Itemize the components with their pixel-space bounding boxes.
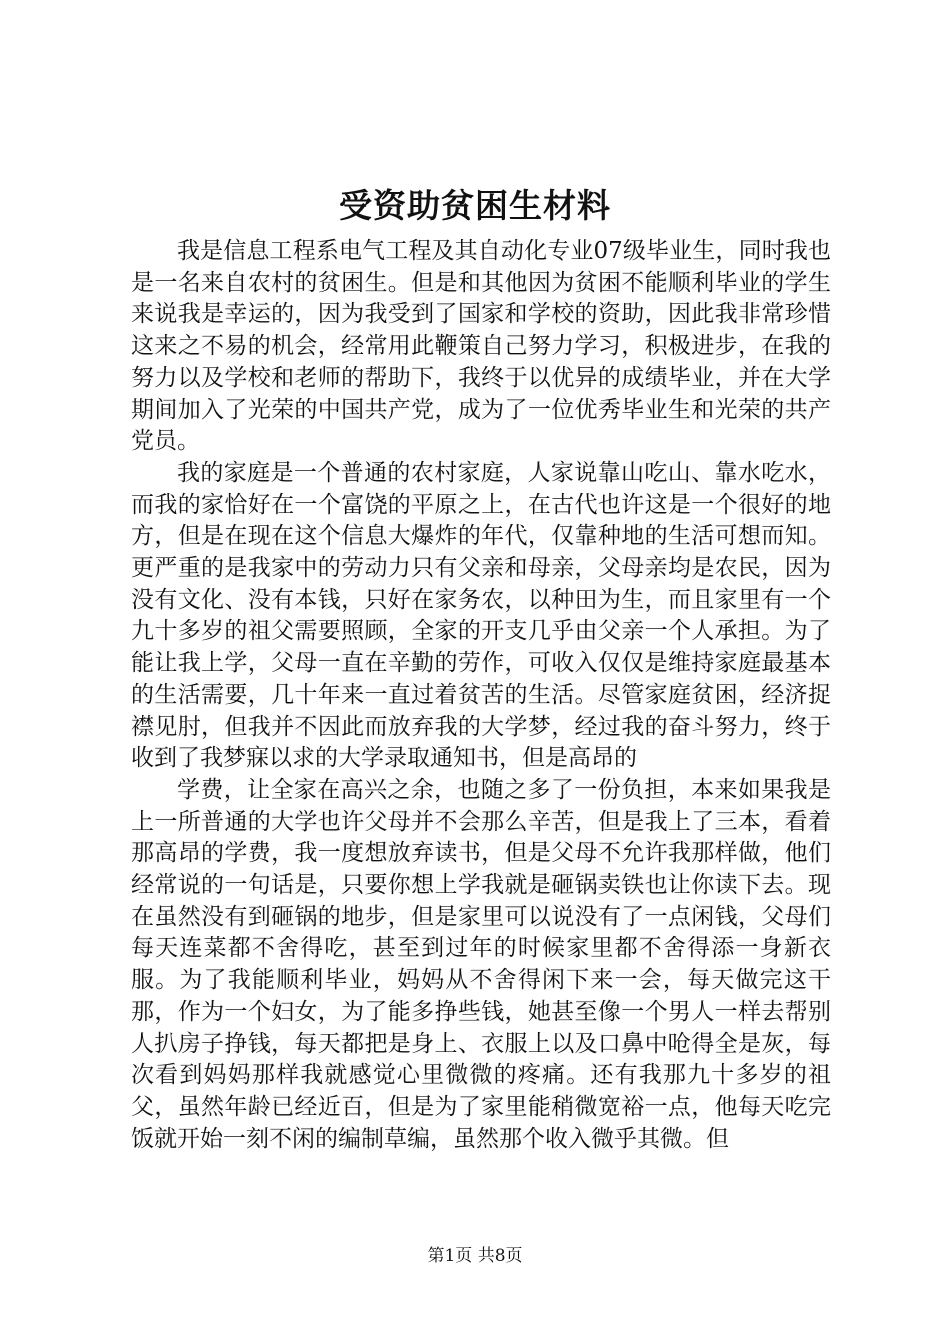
page-number-footer: 第1页 共8页 bbox=[427, 1246, 523, 1266]
paragraph-1: 我是信息工程系电气工程及其自动化专业07级毕业生，同时我也是一名来自农村的贫困生。但是和其他因为贫困不能顺利毕业的学生来说我是幸运的，因为我受到了国家和学校的资助，因此我非常珍惜这来之不易的机会，经常用此鞭策自己努力学习，积极进步，在我的努力以及学校和老师的帮助下，我终于以优异的成绩毕业，并在大学期间加入了光荣的中国共产党，成为了一位优秀毕业生和光荣的共产党员。 bbox=[131, 238, 831, 455]
document-title: 受资助贫困生材料 bbox=[339, 186, 611, 225]
document-body bbox=[131, 236, 831, 1155]
paragraph-3: 学费，让全家在高兴之余，也随之多了一份负担，本来如果我是上一所普通的大学也许父母并不会那么辛苦，但是我上了三本，看着那高昂的学费，我一度想放弃读书，但是父母不允许我那样做，他们经常说的一句话是，只要你想上学我就是砸锅卖铁也让你读下去。现在虽然没有到砸锅的地步，但是家里可以说没有了一点闲钱，父母们每天连菜都不舍得吃，甚至到过年的时候家里都不舍得添一身新衣服。为了我能顺利毕业，妈妈从不舍得闲下来一会，每天做完这干那，作为一个妇女，为了能多挣些钱，她甚至像一个男人一样去帮别人扒房子挣钱，每天都把是身上、衣服上以及口鼻中呛得全是灰，每次看到妈妈那样我就感觉心里微微的疼痛。还有我那九十多岁的祖父，虽然年龄已经近百，但是为了家里能稍微宽裕一点，他每天吃完饭就开始一刻不闲的编制草编，虽然那个收入微乎其微。但 bbox=[131, 776, 831, 1152]
paragraph-2: 我的家庭是一个普通的农村家庭，人家说靠山吃山、靠水吃水，而我的家恰好在一个富饶的平原之上，在古代也许这是一个很好的地方，但是在现在这个信息大爆炸的年代，仅靠种地的生活可想而知。更严重的是我家中的劳动力只有父亲和母亲，父母亲均是农民，因为没有文化、没有本钱，只好在家务农，以种田为生，而且家里有一个九十多岁的祖父需要照顾，全家的开支几乎由父亲一个人承担。为了能让我上学，父母一直在辛勤的劳作，可收入仅仅是维持家庭最基本的生活需要，几十年来一直过着贫苦的生活。尽管家庭贫困，经济捉襟见肘，但我并不因此而放弃我的大学梦，经过我的奋斗努力，终于收到了我梦寐以求的大学录取通知书，但是高昂的 bbox=[131, 459, 831, 772]
